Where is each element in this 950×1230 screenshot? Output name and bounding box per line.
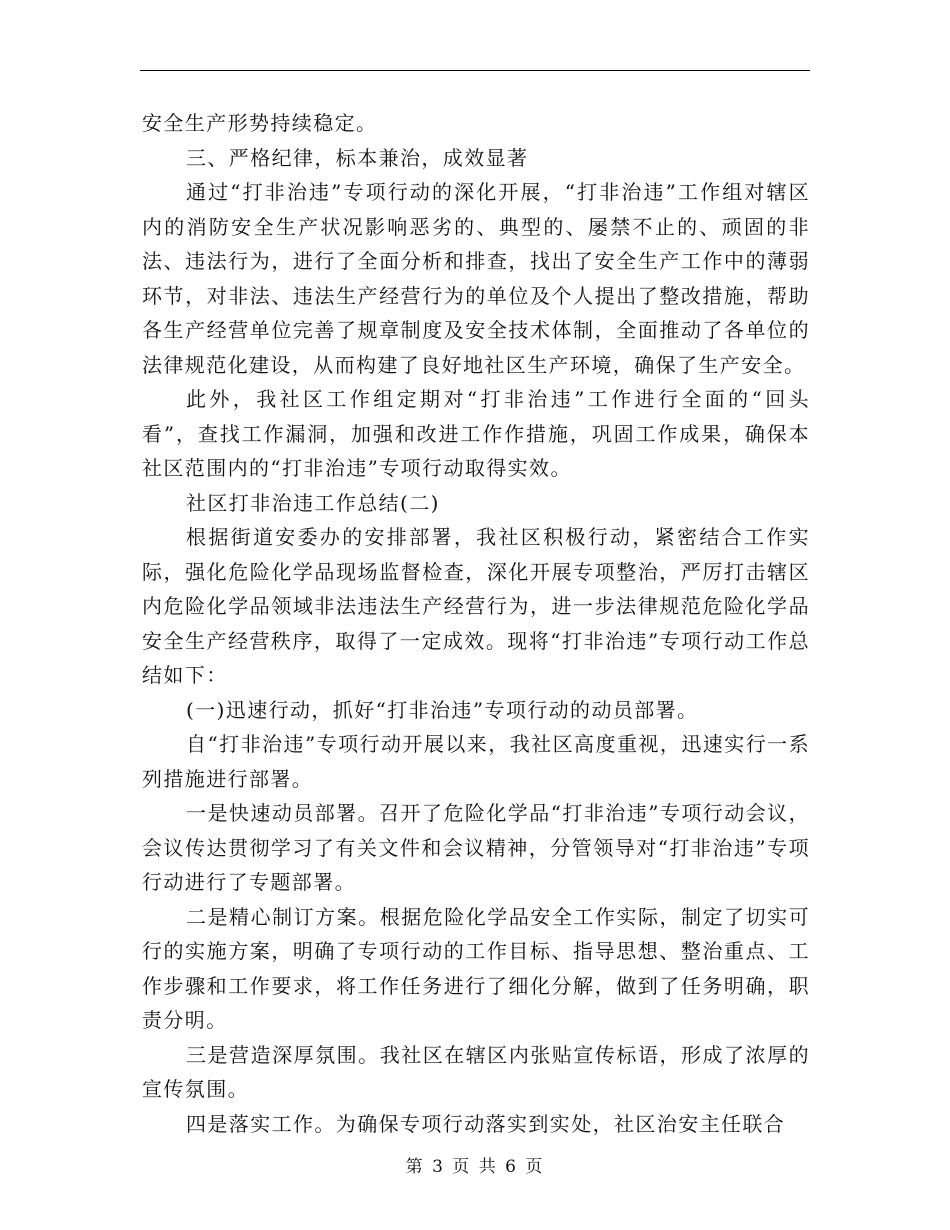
paragraph: 一是快速动员部署。召开了危险化学品“打非治违”专项行动会议，会议传达贯彻学习了有关文件和会议精神，分管领导对“打非治违”专项行动进行了专题部署。 — [142, 801, 810, 894]
paragraph: 此外，我社区工作组定期对“打非治违”工作进行全面的“回头看”，查找工作漏洞，加强和改进工作作措施，巩固工作成果，确保本社区范围内的“打非治违”专项行动取得实效。 — [142, 387, 810, 480]
page-footer: 第 3 页 共 6 页 — [405, 1157, 545, 1177]
section-heading: (一)迅速行动，抓好“打非治违”专项行动的动员部署。 — [186, 697, 699, 722]
paragraph: 安全生产形势持续稳定。 — [142, 111, 378, 135]
paragraph: 自“打非治违”专项行动开展以来，我社区高度重视，迅速实行一系列措施进行部署。 — [142, 732, 810, 791]
paragraph: 三是营造深厚氛围。我社区在辖区内张贴宣传标语，形成了浓厚的宣传氛围。 — [142, 1042, 810, 1101]
paragraph: 通过“打非治违”专项行动的深化开展，“打非治违”工作组对辖区内的消防安全生产状况影响恶劣的、典型的、屡禁不止的、顽固的非法、违法行为，进行了全面分析和排查，找出了安全生产工作中的薄弱环节，对非法、违法生产经营行为的单位及个人提出了整改措施，帮助各生产经营单位完善了规章制度及安全技术体制，全面推动了各单位的法律规范化建设，从而构建了良好地社区生产环境，确保了生产安全。 — [142, 180, 810, 377]
document-body — [142, 106, 810, 1141]
paragraph: 四是落实工作。为确保专项行动落实到实处，社区治安主任联合 — [186, 1111, 786, 1136]
section-title: 社区打非治违工作总结(二) — [186, 490, 440, 515]
header-rule — [140, 70, 810, 71]
section-heading: 三、严格纪律，标本兼治，成效显著 — [186, 145, 529, 170]
paragraph: 二是精心制订方案。根据危险化学品安全工作实际，制定了切实可行的实施方案，明确了专项行动的工作目标、指导思想、整治重点、工作步骤和工作要求，将工作任务进行了细化分解，做到了任务明确，职责分明。 — [142, 904, 810, 1032]
paragraph: 根据街道安委办的安排部署，我社区积极行动，紧密结合工作实际，强化危险化学品现场监督检查，深化开展专项整治，严厉打击辖区内危险化学品领域非法违法生产经营行为，进一步法律规范危险化学品安全生产经营秩序，取得了一定成效。现将“打非治违”专项行动工作总结如下： — [142, 525, 810, 687]
